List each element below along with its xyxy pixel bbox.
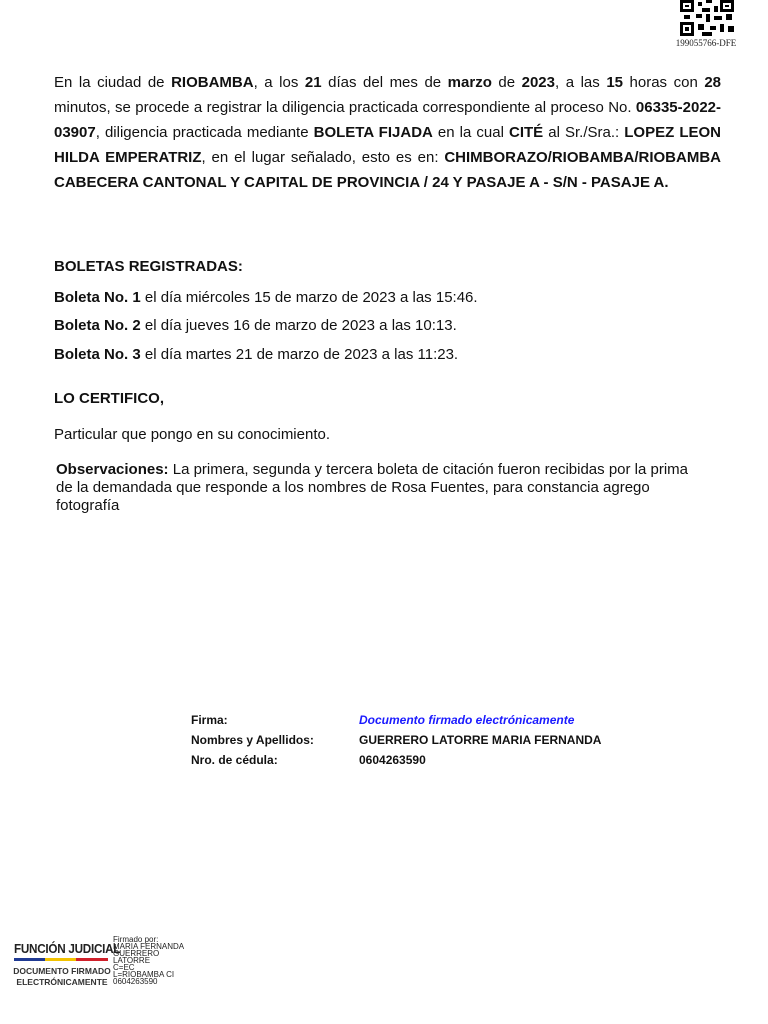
city: RIOBAMBA xyxy=(171,74,254,91)
method: BOLETA FIJADA xyxy=(313,124,433,141)
funcion-judicial-logo: FUNCIÓN JUDICIAL xyxy=(14,941,121,956)
name-label: Nombres y Apellidos: xyxy=(191,733,314,747)
boleta-item: Boleta No. 1 el día miércoles 15 de marzo de 2023 a las 15:46. xyxy=(54,289,478,306)
flag-bar xyxy=(14,958,108,961)
hour: 15 xyxy=(606,74,623,91)
certification-note: Particular que pongo en su conocimiento. xyxy=(54,426,331,443)
main-paragraph: En la ciudad de RIOBAMBA, a los 21 días del mes de marzo de 2023, a las 15 horas con 28 minutos, se procede a registrar la diligencia practicada correspondiente al proceso No. 06335-2022-03907, diligencia practicada mediante BOLETA FIJADA en la cual CITÉ al Sr./Sra.: LOPEZ LEON HILDA EMPERATRIZ, en el lugar señalado, esto es en: CHIMBORAZO/RIOBAMBA/RIOBAMBA CABECERA CANTONAL Y CAPITAL DE PROVINCIA / 24 Y PASAJE A - S/N - PASAJE A. xyxy=(54,74,722,191)
id-value: 0604263590 xyxy=(359,753,426,767)
certification-heading: LO CERTIFICO, xyxy=(54,390,164,407)
address: CHIMBORAZO/RIOBAMBA/RIOBAMBA CABECERA CANTONAL Y CAPITAL DE PROVINCIA / 24 Y PASAJE A - S/N - PASAJE A. xyxy=(54,149,721,191)
firma-value: Documento firmado electrónicamente xyxy=(359,713,575,727)
id-label: Nro. de cédula: xyxy=(191,753,278,767)
person-name: LOPEZ LEON HILDA EMPERATRIZ xyxy=(54,124,722,166)
observations: Observaciones: La primera, segunda y tercera boleta de citación fueron recibidas por la prima de la demandada que responde a los nombres de Rosa Fuentes, para constancia agrego fotografía xyxy=(56,461,689,514)
minutes: 28 xyxy=(704,74,722,91)
firma-label: Firma: xyxy=(191,713,228,727)
boletas-heading: BOLETAS REGISTRADAS: xyxy=(54,258,243,275)
boleta-item: Boleta No. 2 el día jueves 16 de marzo de 2023 a las 10:13. xyxy=(54,317,457,334)
signature-stamp: Firmado por: MARIA FERNANDA GUERRERO LATORRE C=EC L=RIOBAMBA CI 0604263590 xyxy=(113,935,185,986)
qr-code xyxy=(680,0,734,36)
day: 21 xyxy=(304,74,322,91)
cite: CITÉ xyxy=(509,124,544,141)
process-number: 06335-2022-03907 xyxy=(54,99,721,141)
year: 2023 xyxy=(521,74,555,91)
qr-code-caption: 199055766-DFE xyxy=(675,38,737,48)
boleta-item: Boleta No. 3 el día martes 21 de marzo de 2023 a las 11:23. xyxy=(54,346,459,363)
month: marzo xyxy=(447,74,492,91)
name-value: GUERRERO LATORRE MARIA FERNANDA xyxy=(359,733,602,747)
seal-subtitle: DOCUMENTO FIRMADO ELECTRÓNICAMENTE xyxy=(13,966,111,987)
